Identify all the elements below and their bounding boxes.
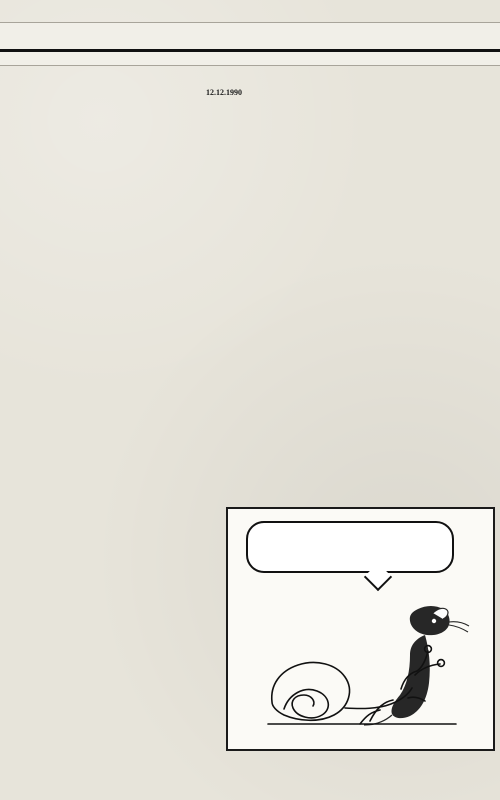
rat-body xyxy=(392,635,430,718)
quote-box xyxy=(226,507,495,751)
rat-whisker-2 xyxy=(449,625,468,632)
rat-eye xyxy=(432,619,436,623)
cartoon-illustration xyxy=(250,597,470,733)
left-dateline: 12.12.1990 xyxy=(206,88,242,97)
header-rule xyxy=(0,49,500,52)
snail-shell xyxy=(272,662,350,720)
speech-bubble xyxy=(246,521,454,573)
motion-line-1 xyxy=(370,700,393,721)
motion-line-2 xyxy=(360,710,380,724)
left-column xyxy=(22,80,242,788)
right-column xyxy=(247,80,495,550)
shell-spiral xyxy=(284,690,328,718)
eye-right xyxy=(438,660,445,667)
header-band xyxy=(0,22,500,66)
